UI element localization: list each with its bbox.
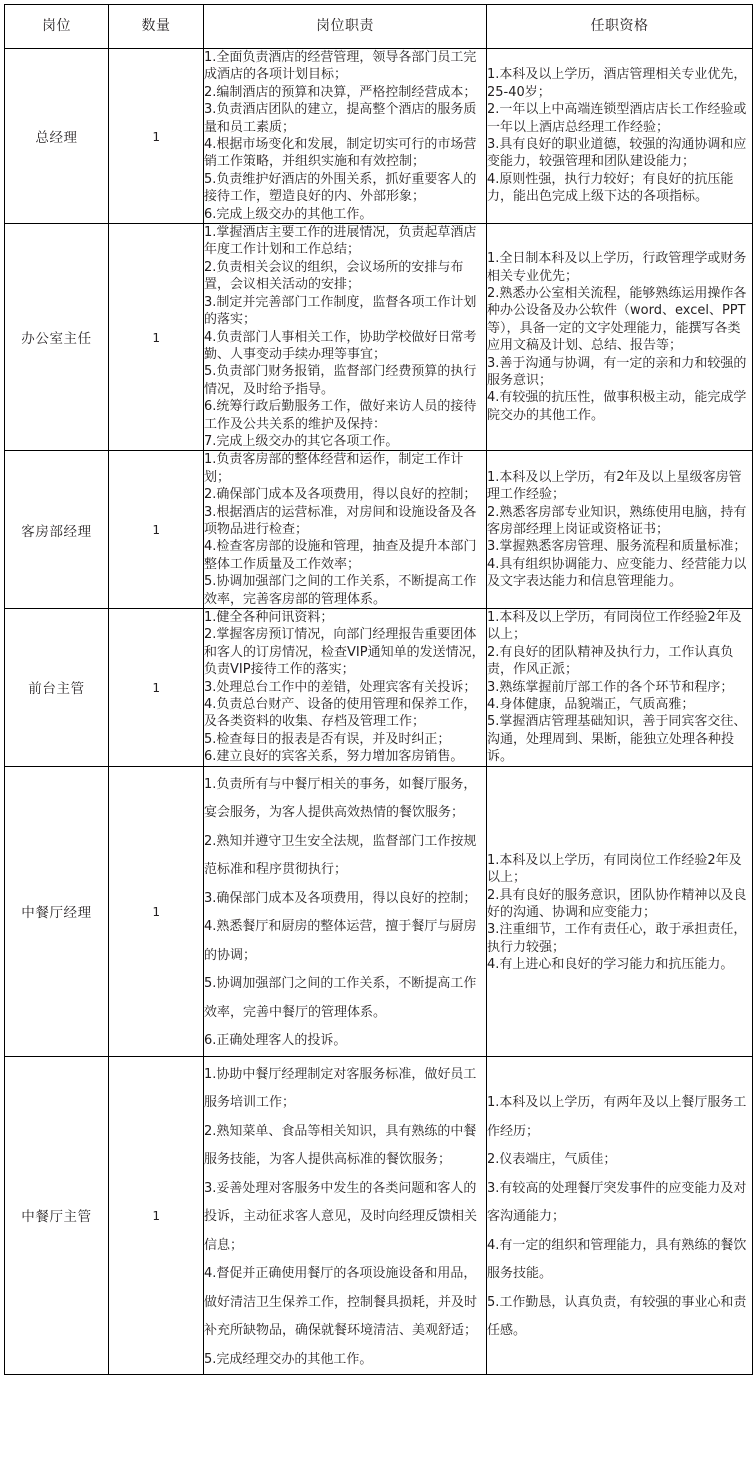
position-cell: 客房部经理: [5, 451, 109, 609]
text-line: 1.负责所有与中餐厅相关的事务，如餐厅服务，宴会服务，为客人提供高效热情的餐饮服务；: [204, 776, 477, 821]
count-cell: 1: [109, 766, 204, 1056]
text-line: 2.熟知菜单、食品等相关知识，具有熟练的中餐服务技能，为客人提供高标准的餐饮服务；: [204, 1123, 477, 1168]
text-line: 3.掌握熟悉客房管理、服务流程和质量标准；: [487, 539, 747, 555]
count-cell: 1: [109, 1056, 204, 1375]
text-line: 3.负责酒店团队的建立，提高整个酒店的服务质量和员工素质；: [204, 102, 477, 135]
text-line: 3.注重细节，工作有责任心，敢于承担责任，执行力较强；: [487, 922, 747, 955]
text-line: 2.仪表端庄，气质佳；: [487, 1152, 617, 1168]
header-cell-position: 岗位: [5, 5, 109, 49]
position-cell: 办公室主任: [5, 224, 109, 451]
position-cell: 中餐厅经理: [5, 766, 109, 1056]
table-header: [5, 5, 753, 49]
qualifications-cell: [487, 451, 753, 609]
text-line: 4.有一定的组织和管理能力，具有熟练的餐饮服务技能。: [487, 1237, 747, 1282]
header-row: [5, 5, 753, 49]
table-row: [5, 1056, 753, 1375]
text-line: 5.完成经理交办的其他工作。: [204, 1351, 373, 1367]
text-line: 1.本科及以上学历，有同岗位工作经验2年及以上；: [487, 852, 742, 886]
text-line: 2.编制酒店的预算和决算，严格控制经营成本；: [204, 84, 477, 100]
table-row: [5, 49, 753, 224]
text-line: 6.完成上级交办的其他工作。: [204, 206, 373, 222]
duties-cell: [204, 451, 487, 609]
text-line: 2.熟悉客房部专业知识，熟练使用电脑，持有客房部经理上岗证或资格证书；: [487, 504, 747, 537]
count-cell: 1: [109, 49, 204, 224]
count-cell: 1: [109, 224, 204, 451]
text-line: 4.熟悉餐厅和厨房的整体运营，擅于餐厅与厨房的协调；: [204, 919, 477, 963]
duties-cell: [204, 224, 487, 451]
text-line: 1.全日制本科及以上学历，行政管理学或财务相关专业优先；: [487, 251, 747, 284]
text-line: 4.具有组织协调能力、应变能力、经营能力以及文字表达能力和信息管理能力。: [487, 556, 747, 590]
text-line: 1.本科及以上学历，有两年及以上餐厅服务工作经历；: [487, 1095, 747, 1139]
duties-cell: [204, 49, 487, 224]
text-line: 4.负责总台财产、设备的使用管理和保养工作，及各类资料的收集、存档及管理工作；: [204, 697, 477, 730]
job-positions-table: [4, 4, 753, 1375]
text-line: 4.督促并正确使用餐厅的各项设施设备和用品，做好清洁卫生保养工作，控制餐具损耗，并及时补充所缺物品，确保就餐环境清洁、美观舒适；: [204, 1266, 478, 1339]
text-line: 2.有良好的团队精神及执行力，工作认真负责，作风正派；: [487, 644, 734, 678]
text-line: 3.制定并完善部门工作制度，监督各项工作计划的落实；: [204, 294, 477, 328]
text-line: 5.负责维护好酒店的外围关系，抓好重要客人的接待工作，塑造良好的内、外部形象；: [204, 171, 477, 205]
text-line: 3.善于沟通与协调，有一定的亲和力和较强的服务意识；: [487, 355, 747, 389]
text-line: 6.建立良好的宾客关系，努力增加客房销售。: [204, 749, 464, 765]
header-cell-duties: 岗位职责: [204, 5, 487, 49]
text-line: 2.确保部门成本及各项费用，得以良好的控制；: [204, 487, 477, 503]
table-row: [5, 451, 753, 609]
text-line: 4.原则性强，执行力较好；有良好的抗压能力，能出色完成上级下达的各项指标。: [487, 171, 734, 205]
text-line: 1.本科及以上学历，酒店管理相关专业优先，25-40岁；: [487, 67, 747, 100]
qualifications-cell: [487, 49, 753, 224]
text-line: 1.本科及以上学历，有同岗位工作经验2年及以上；: [487, 610, 742, 643]
table-row: [5, 224, 753, 451]
table-row: [5, 609, 753, 767]
text-line: 1.掌握酒店主要工作的进展情况，负责起草酒店年度工作计划和工作总结；: [204, 225, 477, 258]
text-line: 4.有较强的抗压性，做事积极主动，能完成学院交办的其他工作。: [487, 390, 747, 423]
text-line: 4.有上进心和良好的学习能力和抗压能力。: [487, 957, 734, 973]
text-line: 2.一年以上中高端连锁型酒店店长工作经验或一年以上酒店总经理工作经验；: [487, 102, 747, 135]
text-line: 3.妥善处理对客服务中发生的各类问题和客人的投诉，主动征求客人意见，及时向经理反馈相关信息；: [204, 1180, 478, 1253]
duties-cell: [204, 1056, 487, 1375]
text-line: 7.完成上级交办的其它各项工作。: [204, 433, 399, 449]
text-line: 3.确保部门成本及各项费用，得以良好的控制；: [204, 890, 477, 906]
text-line: 5.协调加强部门之间的工作关系，不断提高工作效率，完善中餐厅的管理体系。: [204, 976, 477, 1020]
text-line: 2.掌握客房预订情况，向部门经理报告重要团体和客人的订房情况，检查VIP通知单的发送情况，负责VIP接待工作的落实；: [204, 627, 485, 678]
text-line: 1.全面负责酒店的经营管理，领导各部门员工完成酒店的各项计划目标；: [204, 50, 477, 83]
text-line: 4.身体健康，品貌端正，气质高雅；: [487, 697, 695, 713]
text-line: 1.负责客房部的整体经营和运作，制定工作计划；: [204, 452, 464, 485]
text-line: 4.负责部门人事相关工作，协助学校做好日常考勤、人事变动手续办理等事宜；: [204, 329, 477, 362]
text-line: 3.根据酒店的运营标准，对房间和设施设备及各项物品进行检查；: [204, 504, 477, 537]
text-line: 3.熟练掌握前厅部工作的各个环节和程序；: [487, 679, 734, 695]
text-line: 5.工作勤恳，认真负责，有较强的事业心和责任感。: [487, 1294, 747, 1339]
duties-cell: [204, 609, 487, 767]
text-line: 5.负责部门财务报销，监督部门经费预算的执行情况，及时给予指导。: [204, 364, 477, 397]
count-cell: 1: [109, 609, 204, 767]
text-line: 1.本科及以上学历，有2年及以上星级客房管理工作经验；: [487, 469, 742, 503]
qualifications-cell: [487, 224, 753, 451]
text-line: 1.协助中餐厅经理制定对客服务标准，做好员工服务培训工作；: [204, 1066, 477, 1111]
text-line: 3.处理总台工作中的差错，处理宾客有关投诉；: [204, 679, 477, 695]
text-line: 3.有较高的处理餐厅突发事件的应变能力及对客沟通能力；: [487, 1180, 747, 1225]
text-line: 5.掌握酒店管理基础知识，善于同宾客交往、沟通，处理周到、果断，能独立处理各种投诉。: [487, 714, 747, 765]
text-line: 2.熟悉办公室相关流程，能够熟练运用操作各种办公设备及办公软件（word、excel、PPT等），具备一定的文字处理能力，能撰写各类应用文稿及计划、总结、报告等；: [487, 285, 747, 354]
text-line: 2.具有良好的服务意识，团队协作精神以及良好的沟通、协调和应变能力；: [487, 887, 747, 920]
qualifications-cell: [487, 766, 753, 1056]
qualifications-cell: [487, 1056, 753, 1375]
text-line: 4.检查客房部的设施和管理，抽查及提升本部门整体工作质量及工作效率；: [204, 539, 477, 572]
text-line: 1.健全各种问讯资料；: [204, 610, 334, 625]
qualifications-cell: [487, 609, 753, 767]
position-cell: 前台主管: [5, 609, 109, 767]
text-line: 6.正确处理客人的投诉。: [204, 1033, 347, 1049]
table-body: [5, 49, 753, 1375]
text-line: 4.根据市场变化和发展，制定切实可行的市场营销工作策略，并组织实施和有效控制；: [204, 137, 477, 170]
text-line: 2.负责相关会议的组织，会议场所的安排与布置，会议相关活动的安排；: [204, 259, 464, 293]
text-line: 3.具有良好的职业道德，较强的沟通协调和应变能力，较强管理和团队建设能力；: [487, 137, 747, 170]
header-cell-count: 数量: [109, 5, 204, 49]
text-line: 5.检查每日的报表是否有误，并及时纠正；: [204, 731, 451, 747]
header-cell-qualifications: 任职资格: [487, 5, 753, 49]
duties-cell: [204, 766, 487, 1056]
text-line: 6.统筹行政后勤服务工作，做好来访人员的接待工作及公共关系的维护及保持：: [204, 399, 477, 432]
table-row: [5, 766, 753, 1056]
position-cell: 中餐厅主管: [5, 1056, 109, 1375]
position-cell: 总经理: [5, 49, 109, 224]
count-cell: 1: [109, 451, 204, 609]
text-line: 5.协调加强部门之间的工作关系，不断提高工作效率，完善客房部的管理体系。: [204, 574, 477, 607]
text-line: 2.熟知并遵守卫生安全法规，监督部门工作按规范标准和程序贯彻执行；: [204, 833, 477, 878]
